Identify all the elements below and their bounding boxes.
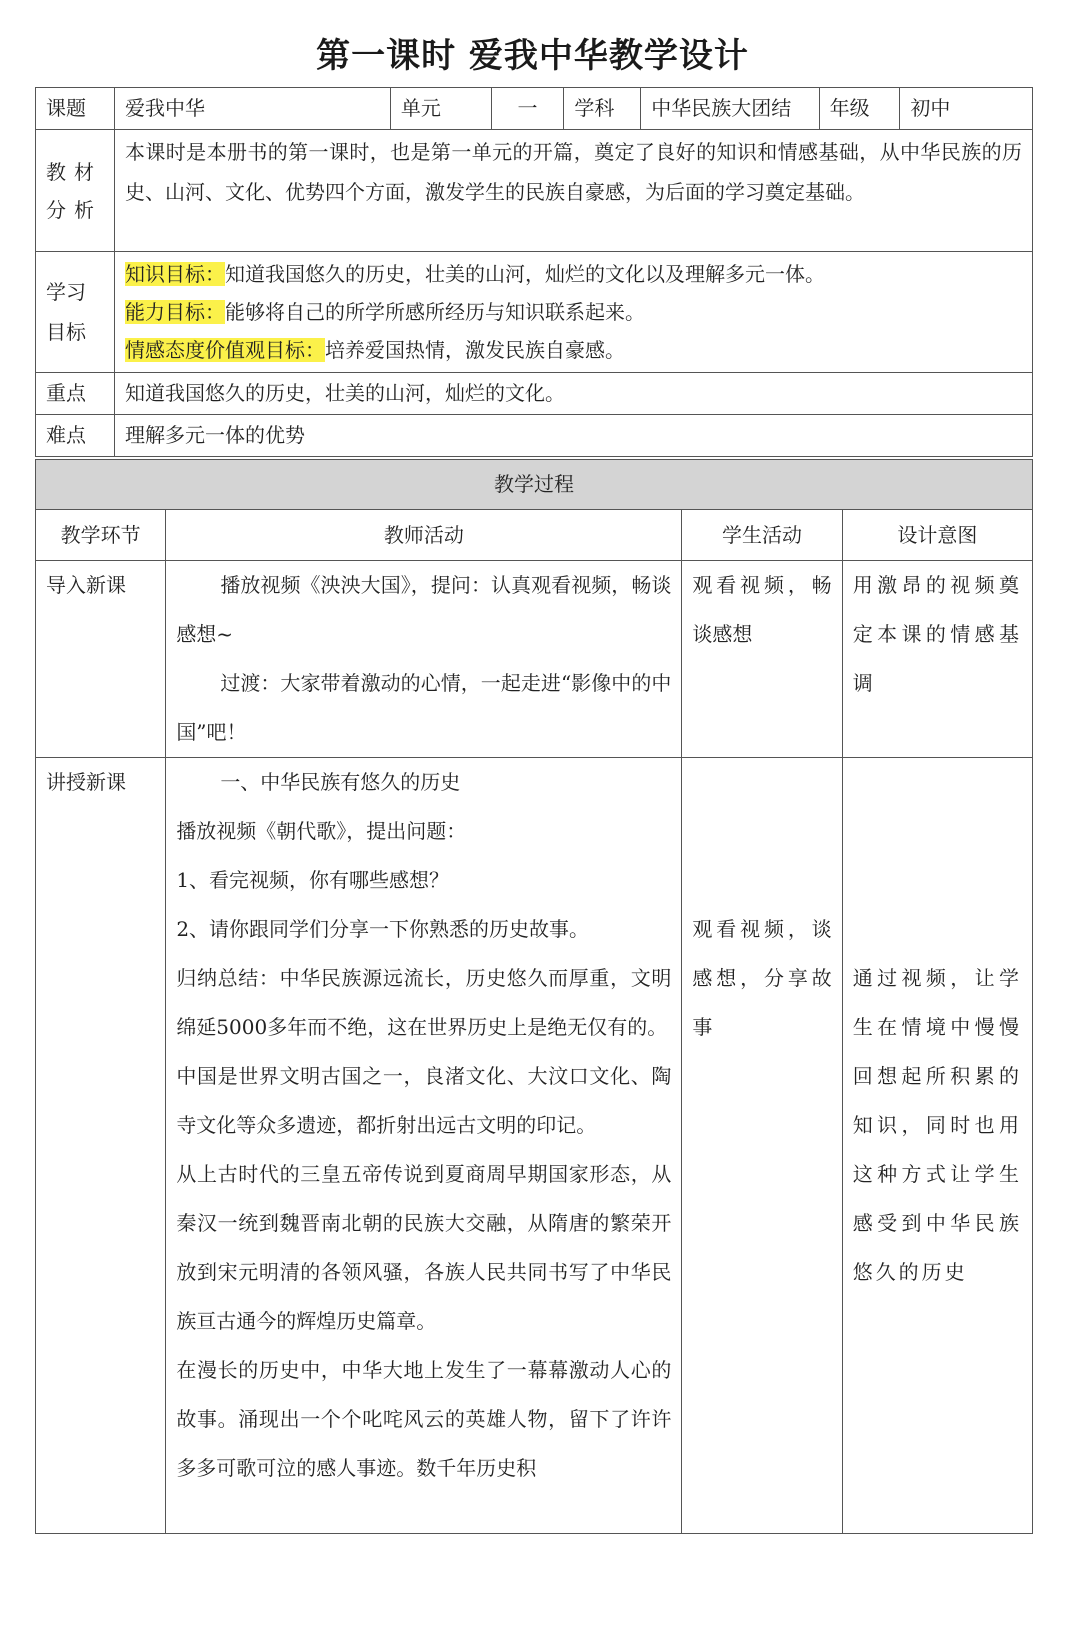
unit-label: 单元 <box>390 88 491 130</box>
process-header: 教学过程 <box>36 460 1033 510</box>
topic-value: 爱我中华 <box>115 88 391 130</box>
goals-label-text: 学习目标 <box>46 280 86 344</box>
goal-ability-label: 能力目标： <box>125 300 225 324</box>
teacher-paragraph: 过渡：大家带着激动的心情，一起走进“影像中的中国”吧！ <box>176 671 672 744</box>
design-intent <box>842 758 1032 1534</box>
goals-list <box>115 252 1033 373</box>
student-activity-text: 观看视频，谈感想，分享故事 <box>692 917 832 1039</box>
column-stage: 教学环节 <box>36 510 166 561</box>
process-row-lecture <box>36 758 1033 1534</box>
teacher-paragraph: 2、请你跟同学们分享一下你熟悉的历史故事。 <box>176 917 590 941</box>
teacher-paragraph: 播放视频《朝代歌》，提出问题： <box>176 819 467 843</box>
teacher-paragraph: 归纳总结：中华民族源远流长，历史悠久而厚重，文明绵延5000多年而不绝，这在世界历史上是绝无仅有的。 <box>176 966 672 1039</box>
teacher-paragraph: 播放视频《泱泱大国》，提问：认真观看视频，畅谈感想~ <box>176 573 672 646</box>
analysis-text: 本课时是本册书的第一课时，也是第一单元的开篇，奠定了良好的知识和情感基础，从中华民族的历史、山河、文化、优势四个方面，激发学生的民族自豪感，为后面的学习奠定基础。 <box>115 130 1033 252</box>
goal-knowledge-label: 知识目标： <box>125 262 225 286</box>
teacher-paragraph: 在漫长的历史中，中华大地上发生了一幕幕激动人心的故事。涌现出一个个叱咤风云的英雄人物，留下了许许多多可歌可泣的感人事迹。数千年历史积 <box>176 1358 672 1480</box>
analysis-label-text: 教材分析 <box>46 159 102 222</box>
teacher-paragraph: 中国是世界文明古国之一，良渚文化、大汶口文化、陶寺文化等众多遗迹，都折射出远古文明的印记。 <box>176 1064 672 1137</box>
difficulty-label: 难点 <box>36 415 115 457</box>
goal-knowledge-text: 知道我国悠久的历史，壮美的山河，灿烂的文化以及理解多元一体。 <box>225 262 825 286</box>
teacher-activity <box>166 561 682 758</box>
goal-attitude-label: 情感态度价值观目标： <box>125 338 325 362</box>
info-row-topic <box>36 88 1033 130</box>
grade-label: 年级 <box>819 88 900 130</box>
column-intent: 设计意图 <box>842 510 1032 561</box>
info-row-goals <box>36 252 1033 373</box>
analysis-label <box>36 130 115 252</box>
design-intent: 用激昂的视频奠定本课的情感基调 <box>842 561 1032 758</box>
process-row-intro <box>36 561 1033 758</box>
goal-attitude-text: 培养爱国热情，激发民族自豪感。 <box>325 338 625 362</box>
difficulty-text: 理解多元一体的优势 <box>115 415 1033 457</box>
goal-knowledge <box>125 255 1022 293</box>
info-row-difficulty <box>36 415 1033 457</box>
goals-label <box>36 252 115 373</box>
grade-value: 初中 <box>900 88 1033 130</box>
process-header-row <box>36 460 1033 510</box>
column-student: 学生活动 <box>682 510 842 561</box>
teaching-process-table <box>35 459 1033 1534</box>
teacher-activity <box>166 758 682 1534</box>
info-row-key <box>36 373 1033 415</box>
key-label: 重点 <box>36 373 115 415</box>
goal-ability <box>125 293 1022 331</box>
teacher-paragraph: 从上古时代的三皇五帝传说到夏商周早期国家形态，从秦汉一统到魏晋南北朝的民族大交融，从隋唐的繁荣开放到宋元明清的各领风骚，各族人民共同书写了中华民族亘古通今的辉煌历史篇章。 <box>176 1162 672 1333</box>
info-row-analysis <box>36 130 1033 252</box>
goal-ability-text: 能够将自己的所学所感所经历与知识联系起来。 <box>225 300 645 324</box>
subject-label: 学科 <box>564 88 641 130</box>
stage-cell: 讲授新课 <box>36 758 166 1534</box>
teacher-paragraph: 1、看完视频，你有哪些感想？ <box>176 868 450 892</box>
student-activity: 观看视频，畅谈感想 <box>682 561 842 758</box>
key-text: 知道我国悠久的历史，壮美的山河，灿烂的文化。 <box>115 373 1033 415</box>
design-intent-text: 通过视频，让学生在情境中慢慢回想起所积累的知识，同时也用这种方式让学生感受到中华民族悠久的历史 <box>852 966 1022 1284</box>
subject-value: 中华民族大团结 <box>641 88 819 130</box>
page-title: 第一课时 爱我中华教学设计 <box>316 36 749 76</box>
teacher-paragraph: 一、中华民族有悠久的历史 <box>220 770 461 794</box>
goal-attitude <box>125 331 1022 369</box>
unit-value: 一 <box>491 88 564 130</box>
column-teacher: 教师活动 <box>166 510 682 561</box>
stage-cell: 导入新课 <box>36 561 166 758</box>
process-columns-row <box>36 510 1033 561</box>
student-activity <box>682 758 842 1534</box>
topic-label: 课题 <box>36 88 115 130</box>
lesson-info-table <box>35 87 1033 457</box>
